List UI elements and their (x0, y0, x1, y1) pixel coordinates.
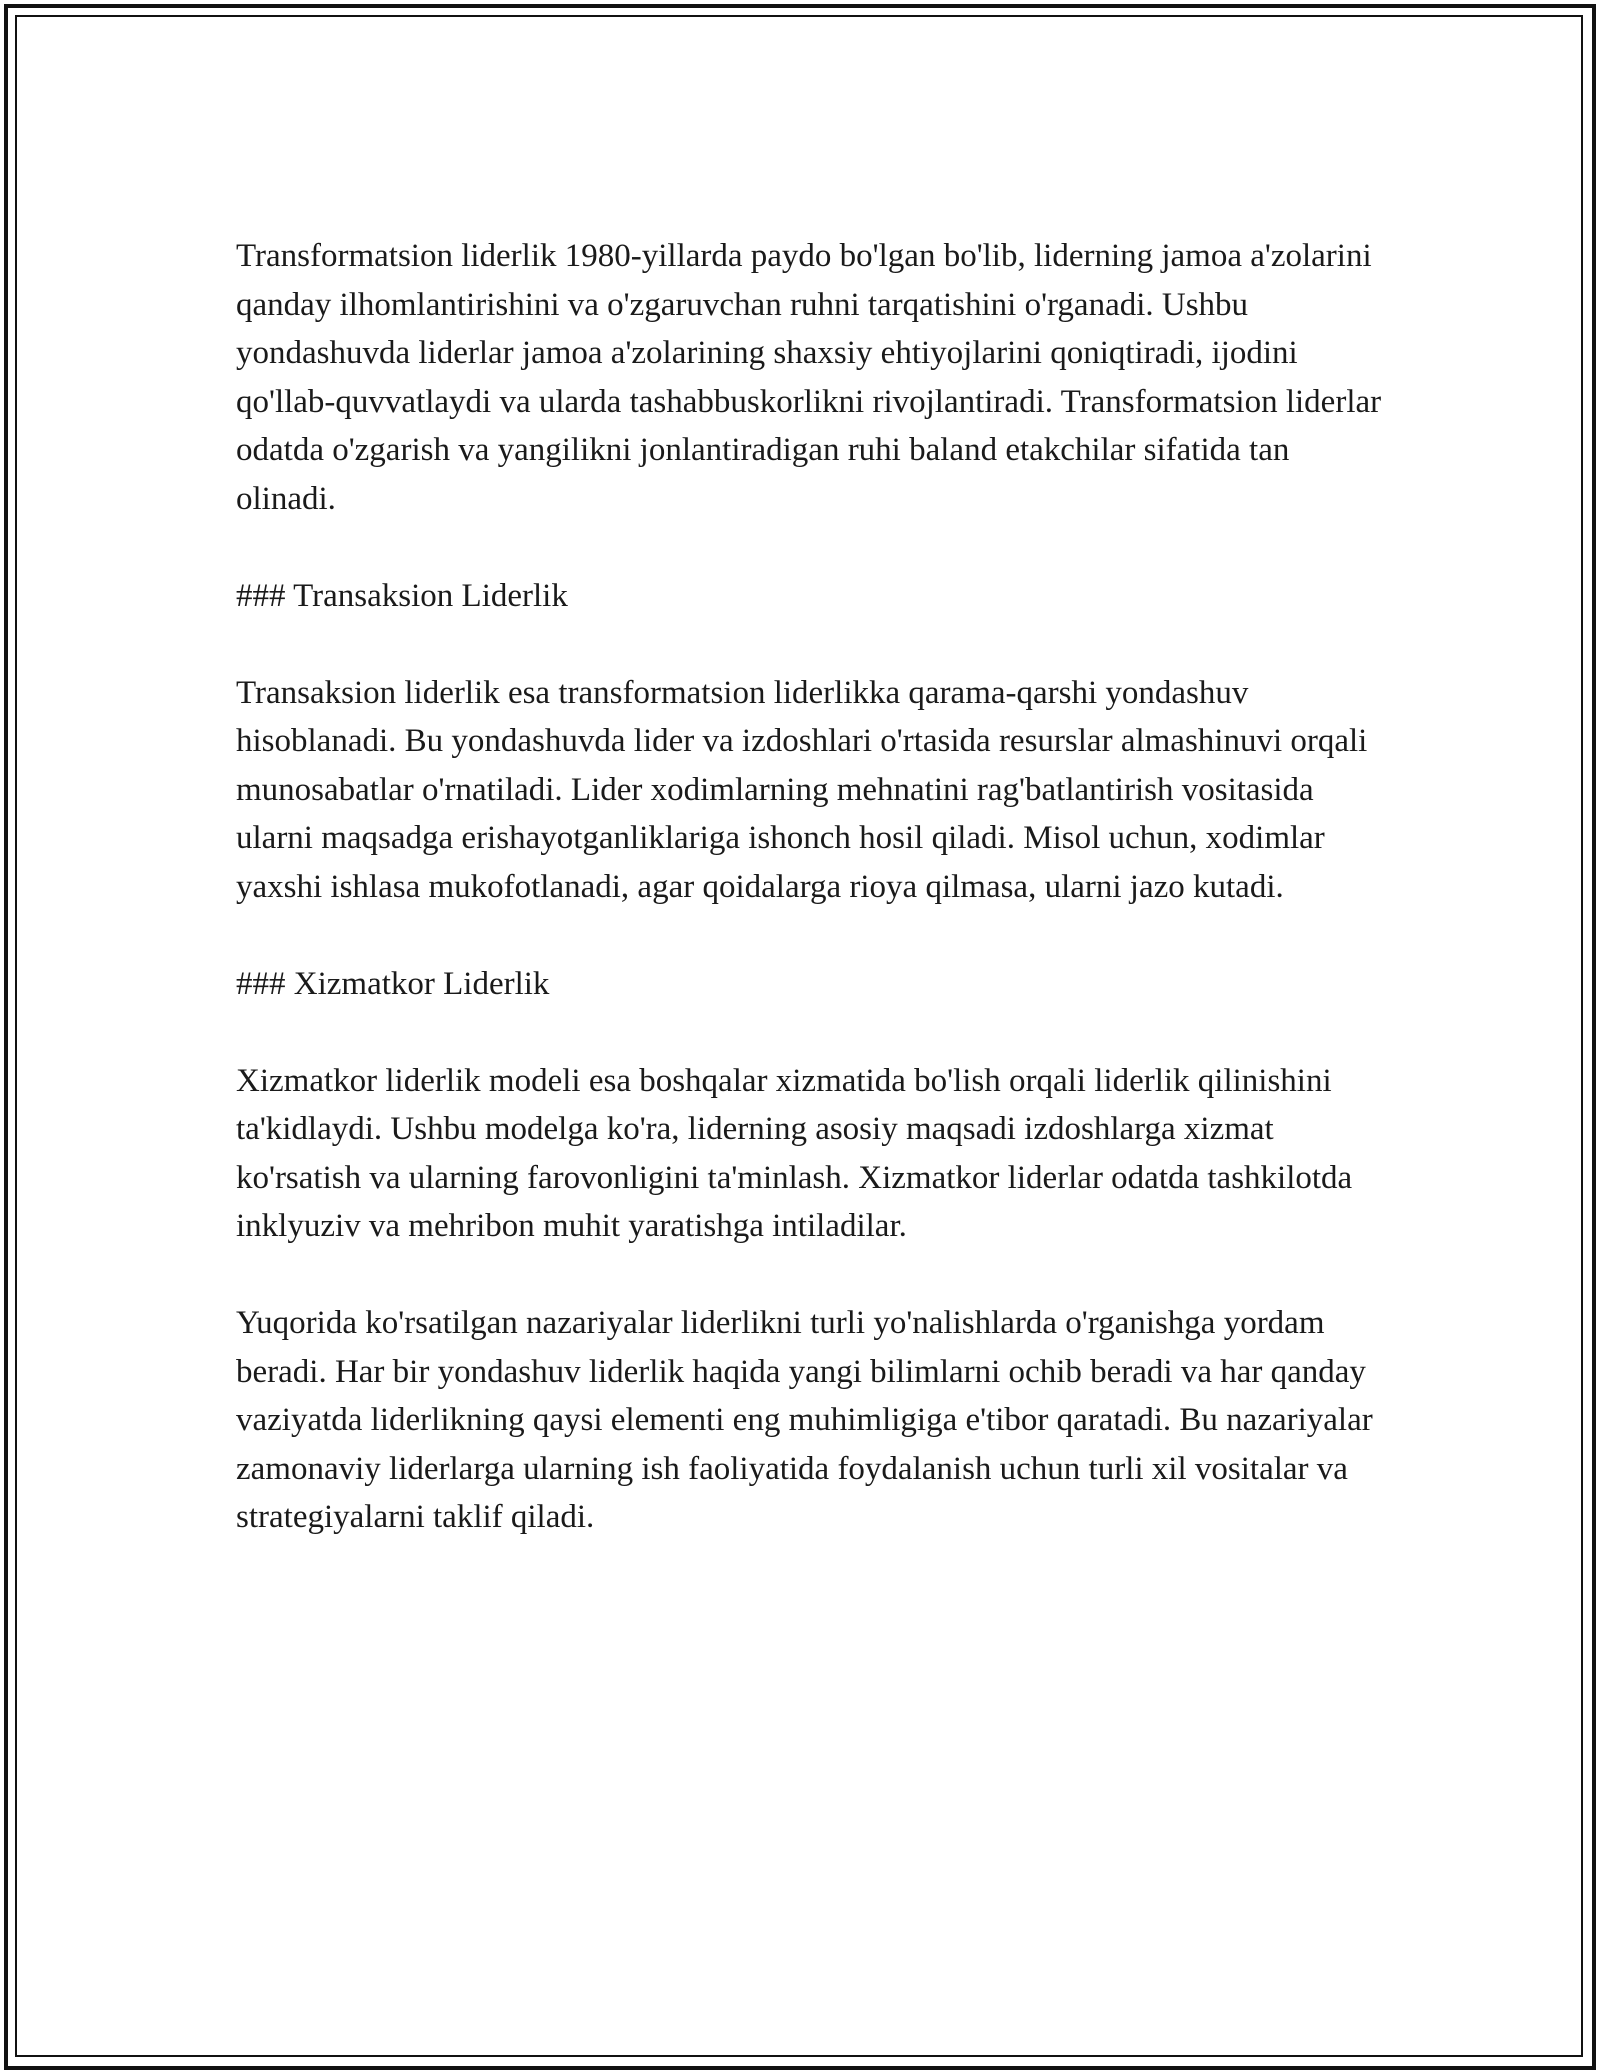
paragraph-conclusion: Yuqorida ko'rsatilgan nazariyalar liderlikni turli yo'nalishlarda o'rganishga yordam beradi. Har bir yondashuv liderlik haqida yangi bilimlarni ochib beradi va har qanday vaziyatda liderlikning qaysi elementi eng muhimligiga e'tibor qaratadi. Bu nazariyalar zamonaviy liderlarga ularning ish faoliyatida foydalanish uchun turli xil vositalar va strategiyalarni taklif qiladi. (236, 1305, 1373, 1535)
document-body (236, 232, 1386, 1590)
paragraph-transformational-leadership: Transformatsion liderlik 1980-yillarda paydo bo'lgan bo'lib, liderning jamoa a'zolarini qanday ilhomlantirishini va o'zgaruvchan ruhni tarqatishini o'rganadi. Ushbu yondashuvda liderlar jamoa a'zolarining shaxsiy ehtiyojlarini qoniqtiradi, ijodini qo'llab-quvvatlaydi va ularda tashabbuskorlikni rivojlantiradi. Transformatsion liderlar odatda o'zgarish va yangilikni jonlantiradigan ruhi baland etakchilar sifatida tan olinadi. (236, 238, 1382, 517)
paragraph-transactional-leadership: Transaksion liderlik esa transformatsion liderlikka qarama-qarshi yondashuv hisoblanadi. Bu yondashuvda lider va izdoshlari o'rtasida resurslar almashinuvi orqali munosabatlar o'rnatiladi. Lider xodimlarning mehnatini rag'batlantirish vositasida ularni maqsadga erishayotganliklariga ishonch hosil qiladi. Misol uchun, xodimlar yaxshi ishlasa mukofotlanadi, agar qoidalarga rioya qilmasa, ularni jazo kutadi. (236, 674, 1368, 905)
heading-servant-leadership: ### Xizmatkor Liderlik (236, 965, 550, 1002)
paragraph-servant-leadership: Xizmatkor liderlik modeli esa boshqalar xizmatida bo'lish orqali liderlik qilinishini ta'kidlaydi. Ushbu modelga ko'ra, liderning asosiy maqsadi izdoshlarga xizmat ko'rsatish va ularning farovonligini ta'minlash. Xizmatkor liderlar odatda tashkilotda inklyuziv va mehribon muhit yaratishga intiladilar. (236, 1062, 1353, 1244)
heading-transactional-leadership: ### Transaksion Liderlik (236, 577, 568, 614)
